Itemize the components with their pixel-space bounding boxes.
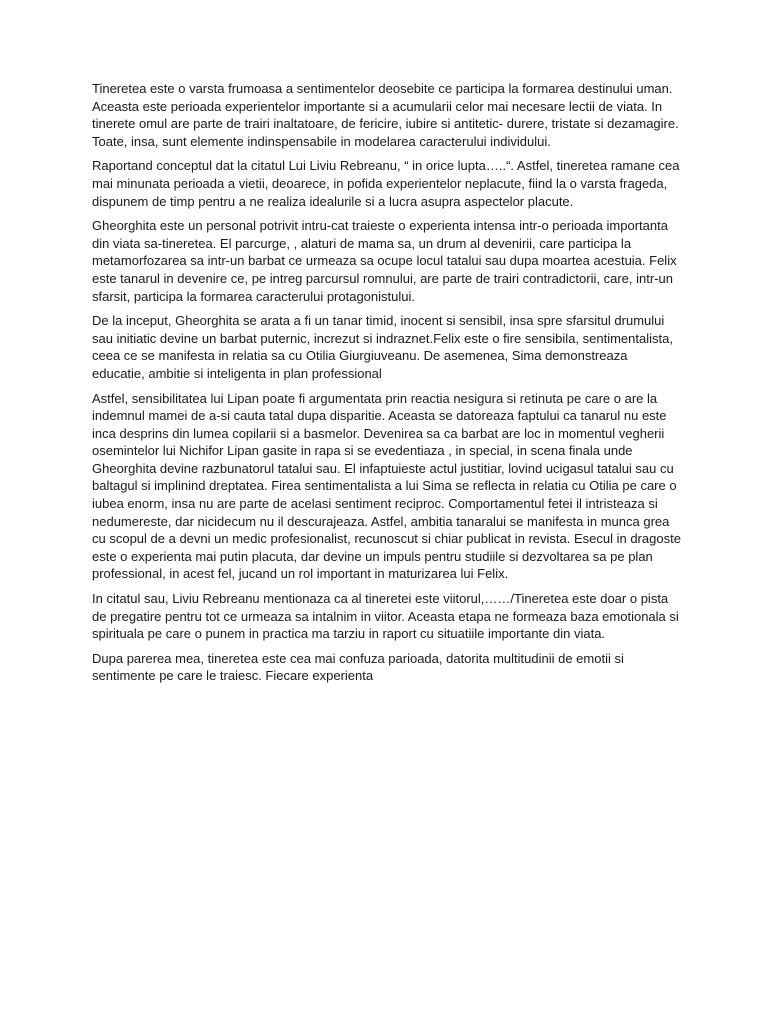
document-page [92, 80, 682, 692]
paragraph-2: Raportand conceptul dat la citatul Lui Liviu Rebreanu, “ in orice lupta…..“. Astfel, tineretea ramane cea mai minunata perioada a vietii, deoarece, in pofida experientelor neplacute, fiind la o varsta frageda, dispunem de timp pentru a ne realiza idealurile si a lucra asupra aspectelor placute. [92, 158, 680, 209]
paragraph-3: Gheorghita este un personal potrivit intru-cat traieste o experienta intensa intr-o perioada importanta din viata sa-tineretea. El parcurge, , alaturi de mama sa, un drum al devenirii, care participa la metamorfozarea sa intr-un barbat ce urmeaza sa ocupe locul tatalui sau dupa moartea acestuia. Felix este tanarul in devenire ce, pe intreg parcursul romnului, are parte de trairi contradictorii, care, intr-un sfarsit, participa la formarea caracterului protagonistului. [92, 218, 677, 304]
paragraph-6: In citatul sau, Liviu Rebreanu mentionaza ca al tineretei este viitorul,……/Tineretea este doar o pista de pregatire pentru tot ce urmeaza sa intalnim in viitor. Aceasta etapa ne formeaza baza emotionala si spirituala pe care o punem in practica ma tarziu in raport cu situatiile importante din viata. [92, 591, 679, 642]
paragraph-1: Tineretea este o varsta frumoasa a sentimentelor deosebite ce participa la formarea destinului uman. Aceasta este perioada experientelor importante si a acumularii celor mai necesare lectii de viata. In tinerete omul are parte de trairi inaltatoare, de fericire, iubire si antitetic- durere, tristate si dezamagire. Toate, insa, sunt elemente indinspensabile in modelarea caracterului individului. [92, 81, 679, 149]
paragraph-5: Astfel, sensibilitatea lui Lipan poate fi argumentata prin reactia nesigura si retinuta pe care o are la indemnul mamei de a-si cauta tatal dupa disparitie. Aceasta se datoreaza faptului ca tanarul nu este inca desprins din lumea copilarii si a basmelor. Devenirea sa ca barbat are loc in momentul vegherii osemintelor lui Nichifor Lipan gasite in rapa si se evedentiaza , in special, in scena finala unde Gheorghita devine razbunatorul tatalui sau. El infaptuieste actul justitiar, lovind ucigasul tatalui sau cu baltagul si implinind dreptatea. Firea sentimentalista a lui Sima se reflecta in relatia cu Otilia pe care o iubea enorm, insa nu are parte de acelasi sentiment reciproc. Comportamentul fetei il intristeaza si nedumereste, dar nicidecum nu il descurajeaza. Astfel, ambitia tanaralui se manifesta in munca grea cu scopul de a devni un medic profesionalist, recunoscut si chiar publicat in revista. Esecul in dragoste este o experienta mai putin placuta, dar devine un impuls pentru studiile si dezvoltarea sa pe plan professional, in acest fel, jucand un rol important in maturizarea lui Felix. [92, 390, 681, 582]
paragraph-7: Dupa parerea mea, tineretea este cea mai confuza parioada, datorita multitudinii de emotii si sentimente pe care le traiesc. Fiecare experienta [92, 650, 624, 684]
paragraph-4: De la inceput, Gheorghita se arata a fi un tanar timid, inocent si sensibil, insa spre sfarsitul drumului sau initiatic devine un barbat puternic, increzut si indraznet.Felix este o fire sensibila, sentimentalista, ceea ce se manifesta in relatia sa cu Otilia Giurgiuveanu. De asemenea, Sima demonstreaza educatie, ambitie si inteligenta in plan professional [92, 313, 673, 381]
